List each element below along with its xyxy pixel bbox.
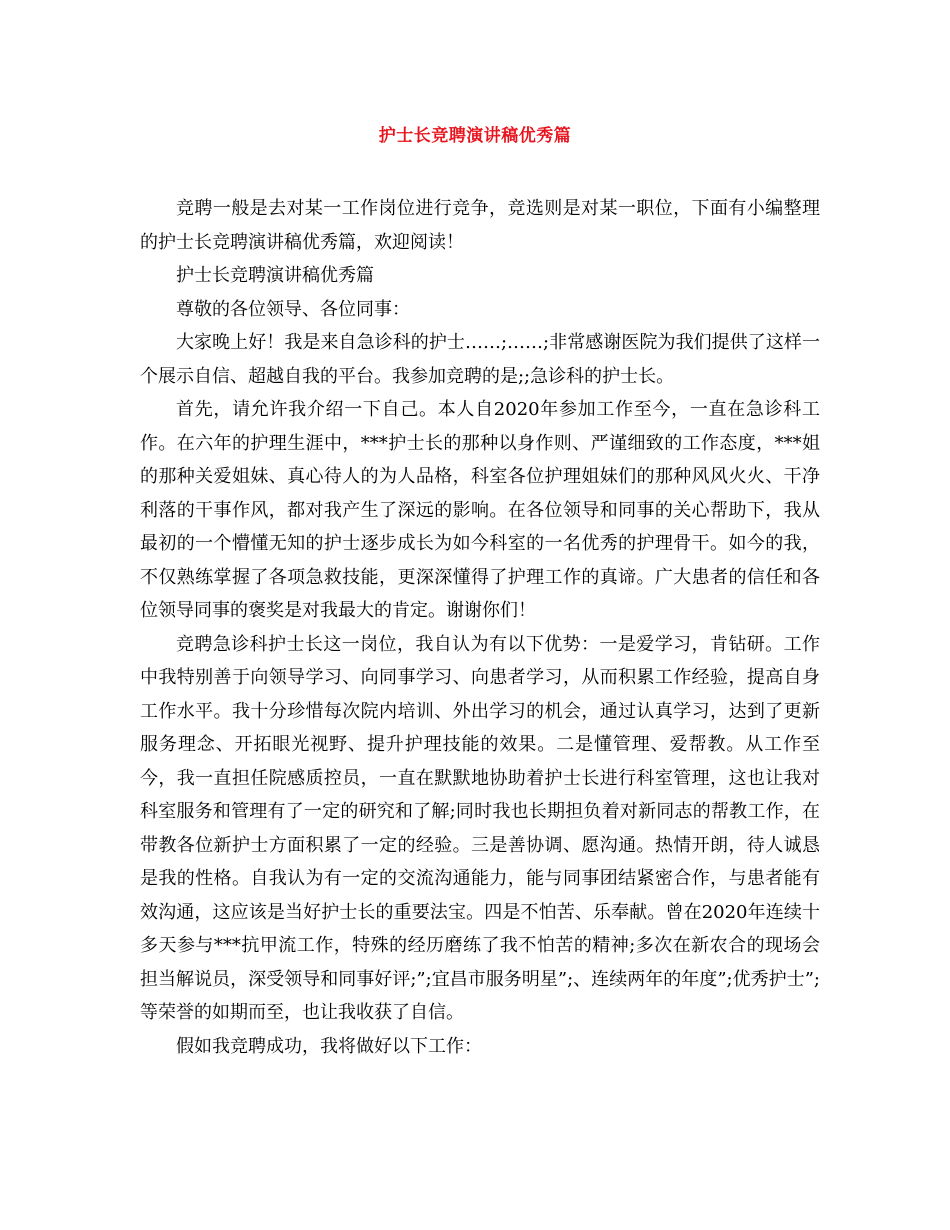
document-body [140, 192, 820, 1063]
self-introduction-paragraph: 首先，请允许我介绍一下自己。本人自2020年参加工作至今，一直在急诊科工作。在六年的护理生涯中，***护士长的那种以身作则、严谨细致的工作态度，***姐的那种关爱姐妹、真心待人的为人品格，科室各位护理姐妹们的那种风风火火、干净利落的干事作风，都对我产生了深远的影响。在各位领导和同事的关心帮助下，我从最初的一个懵懂无知的护士逐步成长为如今科室的一名优秀的护理骨干。如今的我，不仅熟练掌握了各项急救技能，更深深懂得了护理工作的真谛。广大患者的信任和各位领导同事的褒奖是对我最大的肯定。谢谢你们！ [140, 399, 820, 621]
intro-paragraph: 竞聘一般是去对某一工作岗位进行竞争，竞选则是对某一职位，下面有小编整理的护士长竞聘演讲稿优秀篇，欢迎阅读！ [140, 198, 820, 253]
greeting-paragraph: 大家晚上好！我是来自急诊科的护士……;……;非常感谢医院为我们提供了这样一个展示自信、超越自我的平台。我参加竞聘的是;;急诊科的护士长。 [140, 332, 820, 387]
plan-paragraph: 假如我竞聘成功，我将做好以下工作： [176, 1035, 482, 1057]
speech-heading: 护士长竞聘演讲稿优秀篇 [176, 265, 374, 286]
salutation: 尊敬的各位领导、各位同事： [176, 298, 410, 320]
advantages-paragraph: 竞聘急诊科护士长这一岗位，我自认为有以下优势：一是爱学习，肯钻研。工作中我特别善于向领导学习、向同事学习、向患者学习，从而积累工作经验，提高自身工作水平。我十分珍惜每次院内培训、外出学习的机会，通过认真学习，达到了更新服务理念、开拓眼光视野、提升护理技能的效果。二是懂管理、爱帮教。从工作至今，我一直担任院感质控员，一直在默默地协助着护士长进行科室管理，这也让我对科室服务和管理有了一定的研究和了解;同时我也长期担负着对新同志的帮教工作，在带教各位新护士方面积累了一定的经验。三是善协调、愿沟通。热情开朗，待人诚恳是我的性格。自我认为有一定的交流沟通能力，能与同事团结紧密合作，与患者能有效沟通，这应该是当好护士长的重要法宝。四是不怕苦、乐奉献。曾在2020年连续十多天参与***抗甲流工作，特殊的经历磨练了我不怕苦的精神;多次在新农合的现场会担当解说员，深受领导和同事好评;”;宜昌市服务明星”;、连续两年的年度”;优秀护士”;等荣誉的如期而至，也让我收获了自信。 [140, 633, 820, 1023]
document-title: 护士长竞聘演讲稿优秀篇 [378, 126, 572, 146]
